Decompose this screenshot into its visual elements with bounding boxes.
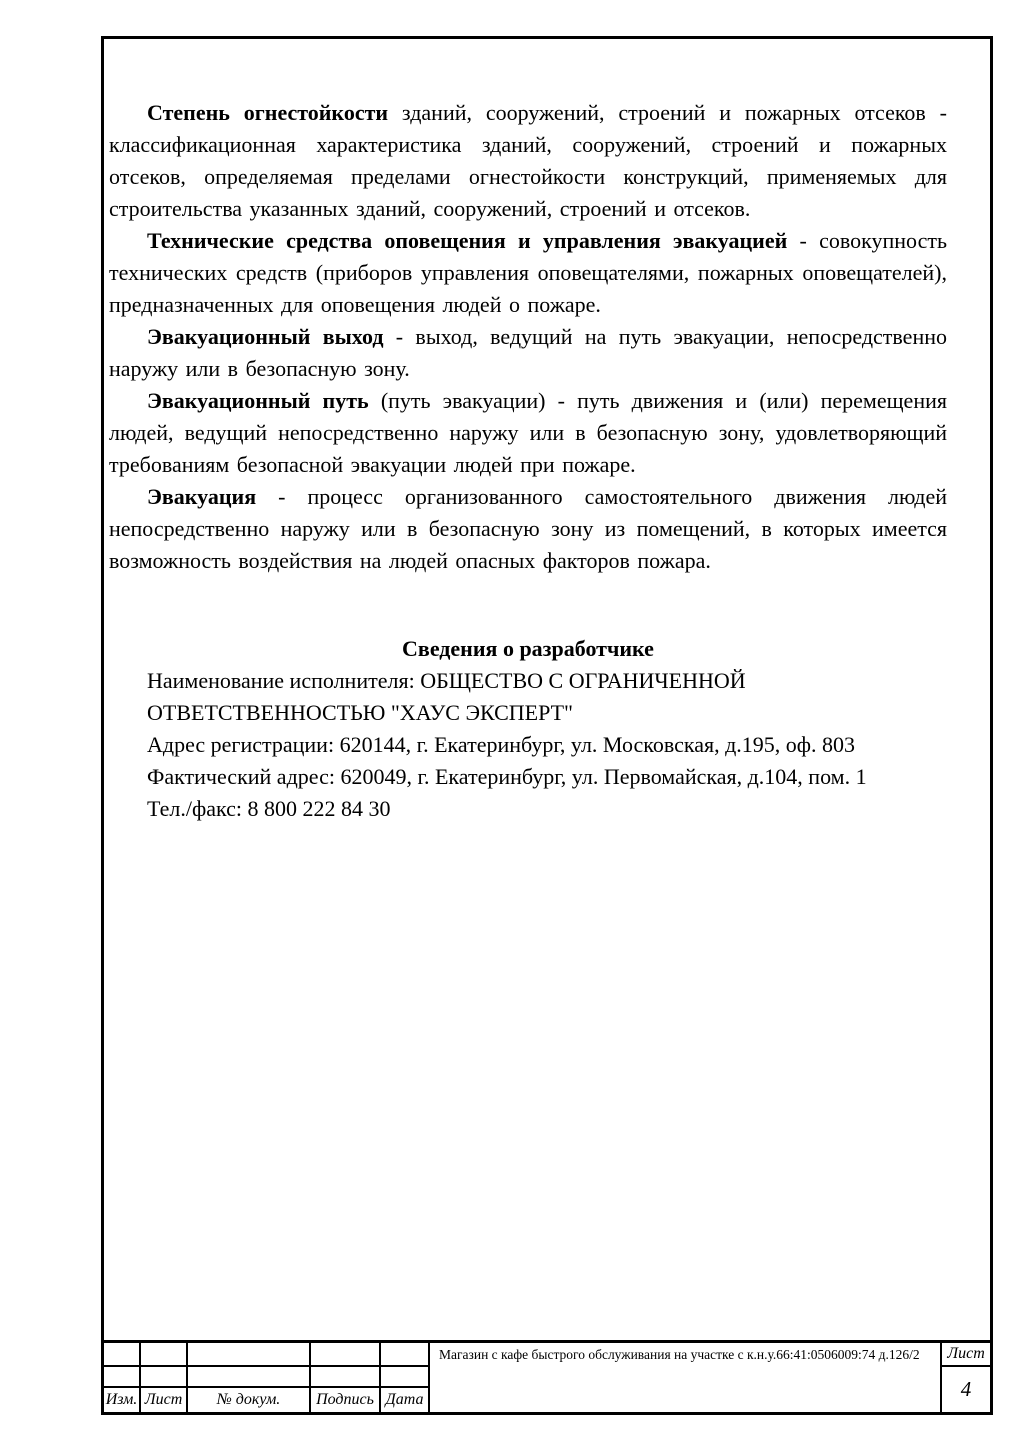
title-block-empty-cell bbox=[104, 1367, 139, 1388]
definition-term: Эвакуационный путь bbox=[147, 388, 369, 413]
title-block-empty-cell bbox=[188, 1367, 309, 1388]
title-block-empty-cell bbox=[141, 1367, 186, 1388]
title-block-label-date: Дата bbox=[385, 1391, 424, 1408]
definition-term: Степень огнестойкости bbox=[147, 100, 389, 125]
title-block-empty-cell bbox=[311, 1343, 379, 1367]
title-block-label-list: Лист bbox=[144, 1391, 183, 1408]
title-block-column-date bbox=[381, 1343, 430, 1412]
title-block-empty-cell bbox=[188, 1343, 309, 1367]
developer-registration-address: Адрес регистрации: 620144, г. Екатеринбург, ул. Московская, д.195, оф. 803 bbox=[147, 732, 856, 757]
definition-term: Эвакуационный выход bbox=[147, 324, 384, 349]
title-block-document-title: Магазин с кафе быстрого обслуживания на участке с к.н.у.66:41:0506009:74 д.126/2 bbox=[430, 1343, 942, 1412]
title-block-empty-cell bbox=[381, 1367, 428, 1388]
page-content bbox=[109, 97, 947, 825]
definition-term: Технические средства оповещения и управления эвакуацией bbox=[147, 228, 788, 253]
developer-actual-address: Фактический адрес: 620049, г. Екатеринбург, ул. Первомайская, д.104, пом. 1 bbox=[147, 764, 867, 789]
title-block-label-izm: Изм. bbox=[105, 1391, 138, 1408]
definition-text: зданий, сооружений, строений и пожарных отсеков - классификационная характеристика зданий, сооружений, строений и пожарных отсеков, определяемая пределами огнестойкости конструкций, применяемых для строительства указанных зданий, сооружений, строений и отсеков. bbox=[109, 100, 947, 221]
title-block bbox=[104, 1340, 990, 1412]
developer-phone: Тел./факс: 8 800 222 84 30 bbox=[147, 796, 391, 821]
title-block-label-doc-number: № докум. bbox=[216, 1391, 281, 1408]
title-block-sheet-number: 4 bbox=[960, 1377, 972, 1401]
definition-paragraph-evacuation-exit bbox=[109, 321, 947, 385]
definition-paragraph-evacuation-route bbox=[109, 385, 947, 481]
page-frame bbox=[101, 36, 993, 1415]
definition-text: - процесс организованного самостоятельного движения людей непосредственно наружу или в безопасную зону из помещений, в которых имеется возможность воздействия на людей опасных факторов пожара. bbox=[109, 484, 947, 573]
developer-name-line: Наименование исполнителя: ОБЩЕСТВО С ОГРАНИЧЕННОЙ bbox=[147, 668, 746, 693]
title-block-empty-cell bbox=[311, 1367, 379, 1388]
definition-paragraph-fire-resistance bbox=[109, 97, 947, 225]
developer-name-line-2: ОТВЕТСТВЕННОСТЬЮ "ХАУС ЭКСПЕРТ" bbox=[147, 700, 574, 725]
title-block-empty-cell bbox=[141, 1343, 186, 1367]
definition-term: Эвакуация bbox=[147, 484, 257, 509]
developer-section-heading: Сведения о разработчике bbox=[402, 636, 654, 661]
title-block-empty-cell bbox=[381, 1343, 428, 1367]
definition-paragraph-warning-systems bbox=[109, 225, 947, 321]
definition-paragraph-evacuation bbox=[109, 481, 947, 577]
definition-text: (путь эвакуации) - путь движения и (или) перемещения людей, ведущий непосредственно наружу или в безопасную зону, удовлетворяющий требованиям безопасной эвакуации людей при пожаре. bbox=[109, 388, 947, 477]
title-block-column-list bbox=[141, 1343, 188, 1412]
title-block-column-izm bbox=[104, 1343, 141, 1412]
title-block-label-signature: Подпись bbox=[316, 1391, 374, 1408]
definition-text: - выход, ведущий на путь эвакуации, непосредственно наружу или в безопасную зону. bbox=[109, 324, 947, 381]
title-block-sheet-column bbox=[942, 1343, 990, 1412]
title-block-empty-cell bbox=[104, 1343, 139, 1367]
title-block-column-doc-number bbox=[188, 1343, 311, 1412]
title-block-sheet-label: Лист bbox=[942, 1343, 990, 1367]
title-block-column-signature bbox=[311, 1343, 381, 1412]
developer-info-block bbox=[147, 665, 947, 825]
definition-text: - совокупность технических средств (приборов управления оповещателями, пожарных оповещателей), предназначенных для оповещения людей о пожаре. bbox=[109, 228, 948, 317]
